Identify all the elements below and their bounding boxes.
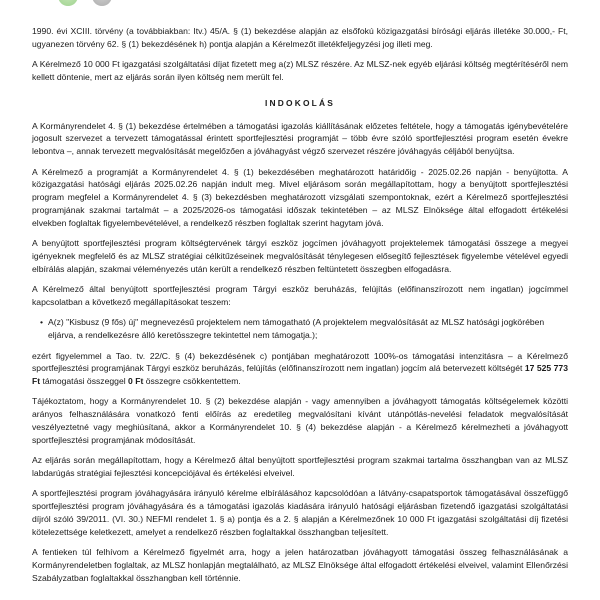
reduction-text-middle: támogatási összeggel xyxy=(40,376,129,387)
finding-item: • A(z) "Kisbusz (9 fős) új" megnevezésű projektelem nem támogatható (A projektelem megvalósítását az MLSZ hatósági jogkörében eljárva, a rendelkezésre álló keretösszegre tekintettel nem támogatja.); xyxy=(48,316,568,342)
paragraph-fee-obligation: A sportfejlesztési program jóváhagyására irányuló kérelme elbírálásához kapcsolódóan a látvány-csapatsportok támogatásával összefüggő sportfejlesztési program jóváhagyására és a támogatási igazolás kiadására irányuló hatósági eljárásban fizetendő igazgatási szolgáltatási díjról szóló 39/2011. (VI. 30.) NEFMI rendelet 1. § a) pontja és a 2. § alapján a Kérelmezőnek 10 000 Ft igazgatási szolgáltatási díj fizetési kötelezettsége keletkezett, amelyet a rendelkező részben foglaltakkal összhangban teljesített. xyxy=(32,488,568,537)
paragraph-reasoning-4: A Kérelmező által benyújtott sportfejlesztési program Tárgyi eszköz beruházás, felújítás (előfinanszírozott nem ingatlan) jogcímmel kapcsolatban a következő megállapításokat teszem: xyxy=(32,284,568,307)
findings-list xyxy=(32,316,568,342)
paragraph-information: Tájékoztatom, hogy a Kormányrendelet 10. § (2) bekezdése alapján - vagy amennyiben a jóváhagyott támogatás költségelemek közötti arányos felhasználására vonatkozó fenti előírás az eredetileg megvalósítani kívánt utánpótlás-nevelési feladatok megvalósítását veszélyeztetné vagy meghiúsítaná, akkor a Kormányrendelet 10. § (4) bekezdése alapján - a Kérelmező kérelmezheti a jóváhagyott sportfejlesztési programjának módosítását. xyxy=(32,396,568,445)
paragraph-conformity: Az eljárás során megállapítottam, hogy a Kérelmező által benyújtott sportfejlesztési program szakmai tartalma összhangban van az MLSZ labdarúgás stratégiai fejlesztési koncepciójával és értékelési elveivel. xyxy=(32,455,568,479)
paragraph-court-fee: 1990. évi XCIII. törvény (a továbbiakban: Itv.) 45/A. § (1) bekezdése alapján az elsőfokú közigazgatási bírósági eljárás illetéke 30.000,- Ft, ugyanezen törvény 62. § (1) bekezdésének h) pontja alapján a Kérelmezőt illetékfeljegyzési jog illeti meg. xyxy=(32,26,568,49)
paragraph-reasoning-2: A Kérelmező a programját a Kormányrendelet 4. § (1) bekezdésében meghatározott határidőig - 2025.02.26 napján - benyújtotta. A közigazgatási hatósági eljárás 2025.02.26 napján indult meg. Mivel eljárásom során megállapítottam, hogy a benyújtott sportfejlesztési program megfelel a Kormányrendelet 4. § (3) bekezdésben meghatározott vizsgálati szempontoknak, ezért a Kérelmező sportfejlesztési programjának szakmai tartalmát – a 2025/2026-os támogatási időszak tekintetében – az MLSZ Elnöksége által elfogadott értékelési elvekben foglaltak figyelembevételével, a rendelkező részben foglaltak szerint hagytam jóvá. xyxy=(32,166,568,228)
paragraph-reasoning-1: A Kormányrendelet 4. § (1) bekezdése értelmében a támogatási igazolás kiállításának előzetes feltétele, hogy a támogatás igénybevételére jogosult szervezet a tervezett támogatással érintett sportfejlesztési programját – több évre szóló sportfejlesztési program esetén évekre lebontva –, annak tervezett megvalósítását megelőzően a jóváhagyást végző szervezet részére jóváhagyás céljából benyújtsa. xyxy=(32,120,568,157)
paragraph-reasoning-3: A benyújtott sportfejlesztési program költségtervének tárgyi eszköz jogcímen jóváhagyott projektelemek támogatási összege a megyei igényeknek megfelelő és az MLSZ stratégiai célkitűzéseinek megvalósítását ténylegesen elősegítő fejlesztések figyelembe vételével egyedi elbírálás alapján, szakmai véleményezés után került a rendelkező részben feltüntetett összegben elfogadásra. xyxy=(32,238,568,274)
original-amount: 17 525 773 Ft xyxy=(32,363,568,387)
green-emblem-icon xyxy=(58,0,78,6)
paragraph-service-fee: A Kérelmező 10 000 Ft igazgatási szolgáltatási díjat fizetett meg a(z) MLSZ részére. Az MLSZ-nek egyéb eljárási költség megtérítéséről nem kellett döntenie, mert az eljárás során ilyen költség nem merült fel. xyxy=(32,59,568,82)
new-amount: 0 Ft xyxy=(128,376,144,387)
reduction-text-after: összegre csökkentettem. xyxy=(143,376,241,387)
paragraph-reduction xyxy=(32,350,568,388)
section-heading: INDOKOLÁS xyxy=(264,97,336,108)
document-page xyxy=(32,25,568,592)
reduction-text-before: ezért figyelemmel a Tao. tv. 22/C. § (4) bekezdésének c) pontjában meghatározott 100%-os támogatási intenzitásra – a Kérelmező sportfejlesztési programjának Tárgyi eszköz beruházás, felújítás (előfinanszírozott nem ingatlan) jogcím alá betervezett költségét xyxy=(32,350,568,374)
paragraph-notice: A fentieken túl felhívom a Kérelmező figyelmét arra, hogy a jelen határozatban jóváhagyott támogatási összeg felhasználásának a Kormányrendeletben foglaltak, az MLSZ honlapján megtalálható, az MLSZ Elnöksége által elfogadott értékelési elveivel, valamint Ellenőrzési Szabályzatban foglaltakkal összhangban kell történnie. xyxy=(32,547,568,583)
gray-emblem-icon xyxy=(92,0,112,6)
